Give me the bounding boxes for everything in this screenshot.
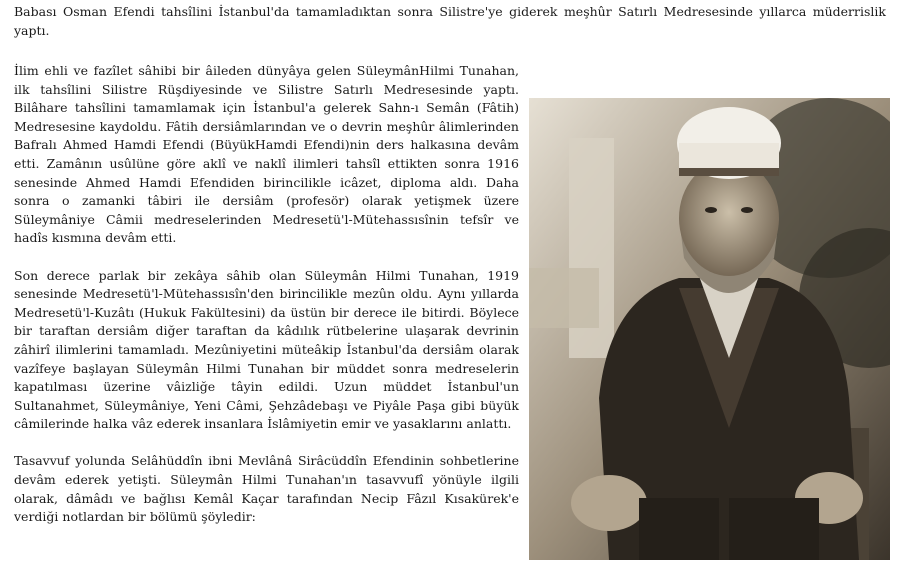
paragraph-tasavvuf: Tasavvuf yolunda Selâhüddîn ibni Mevlânâ Sirâcüddîn Efendinin sohbetlerine devâm ederek yetişti. Süleymân Hilmi Tunahan'ın tasavvufî yönüyle ilgili olarak, dâmâdı ve bağlısı Kemâl Kaçar tarafından Necip Fâzıl Kısakürek'e verdiği notlardan bir bölümü şöyledir: bbox=[14, 453, 519, 525]
article-body bbox=[14, 62, 519, 545]
portrait-photo bbox=[529, 98, 890, 560]
intro-paragraph: Babası Osman Efendi tahsîlini İstanbul'da tamamladıktan sonra Silistre'ye giderek meşhûr Satırlı Medresesinde yıllarca müderrislik yaptı. bbox=[14, 4, 886, 38]
paragraph-graduation: Son derece parlak bir zekâya sâhib olan Süleymân Hilmi Tunahan, 1919 senesinde Medresetü'l-Mütehassısîn'den birincilikle mezûn oldu. Aynı yıllarda Medresetü'l-Kuzâtı (Hukuk Fakültesini) da üstün bir derece ile bitirdi. Böylece bir taraftan dersiâm diğer taraftan da kâdılık rütbelerine ulaşarak devrinin zâhirî ilimlerini tamamladı. Mezûniyetini müteâkip İstanbul'da dersiâm olarak vazîfeye başlayan Süleymân Hilmi Tunahan bir müddet sonra medreselerin kapatılması üzerine vâizliğe tâyin edildi. Uzun müddet İstanbul'un Sultanahmet, Süleymâniye, Yeni Câmi, Şehzâdebaşı ve Piyâle Paşa gibi büyük câmilerinde halka vâz ederek insanlara İslâmiyetin emir ve yasaklarını anlattı. bbox=[14, 267, 519, 432]
paragraph-education: İlim ehli ve fazîlet sâhibi bir âileden dünyâya gelen SüleymânHilmi Tunahan, ilk tahsîlini Silistre Rüşdiyesinde ve Silistre Satırlı Medresesinde yaptı. Bilâhare tahsîlini tamamlamak için İstanbul'a gelerek Sahn-ı Semân (Fâtih) Medresesine kaydoldu. Fâtih dersiâmlarından ve o devrin meşhûr âlimlerinden Bafralı Ahmed Hamdi Efendi (BüyükHamdi Efendi)nin ders halkasına devâm etti. Zamânın usûlüne göre aklî ve naklî ilimleri tahsîl ettikten sonra 1916 senesinde Ahmed Hamdi Efendiden birincilikle icâzet, diploma aldı. Daha sonra o zamanki tâbiri ile dersiâm (profesör) olarak yetişmek üzere Süleymâniye Câmii medreselerinden Medresetü'l-Mütehassısînin tefsîr ve hadîs kısmına devâm etti. bbox=[14, 63, 519, 246]
